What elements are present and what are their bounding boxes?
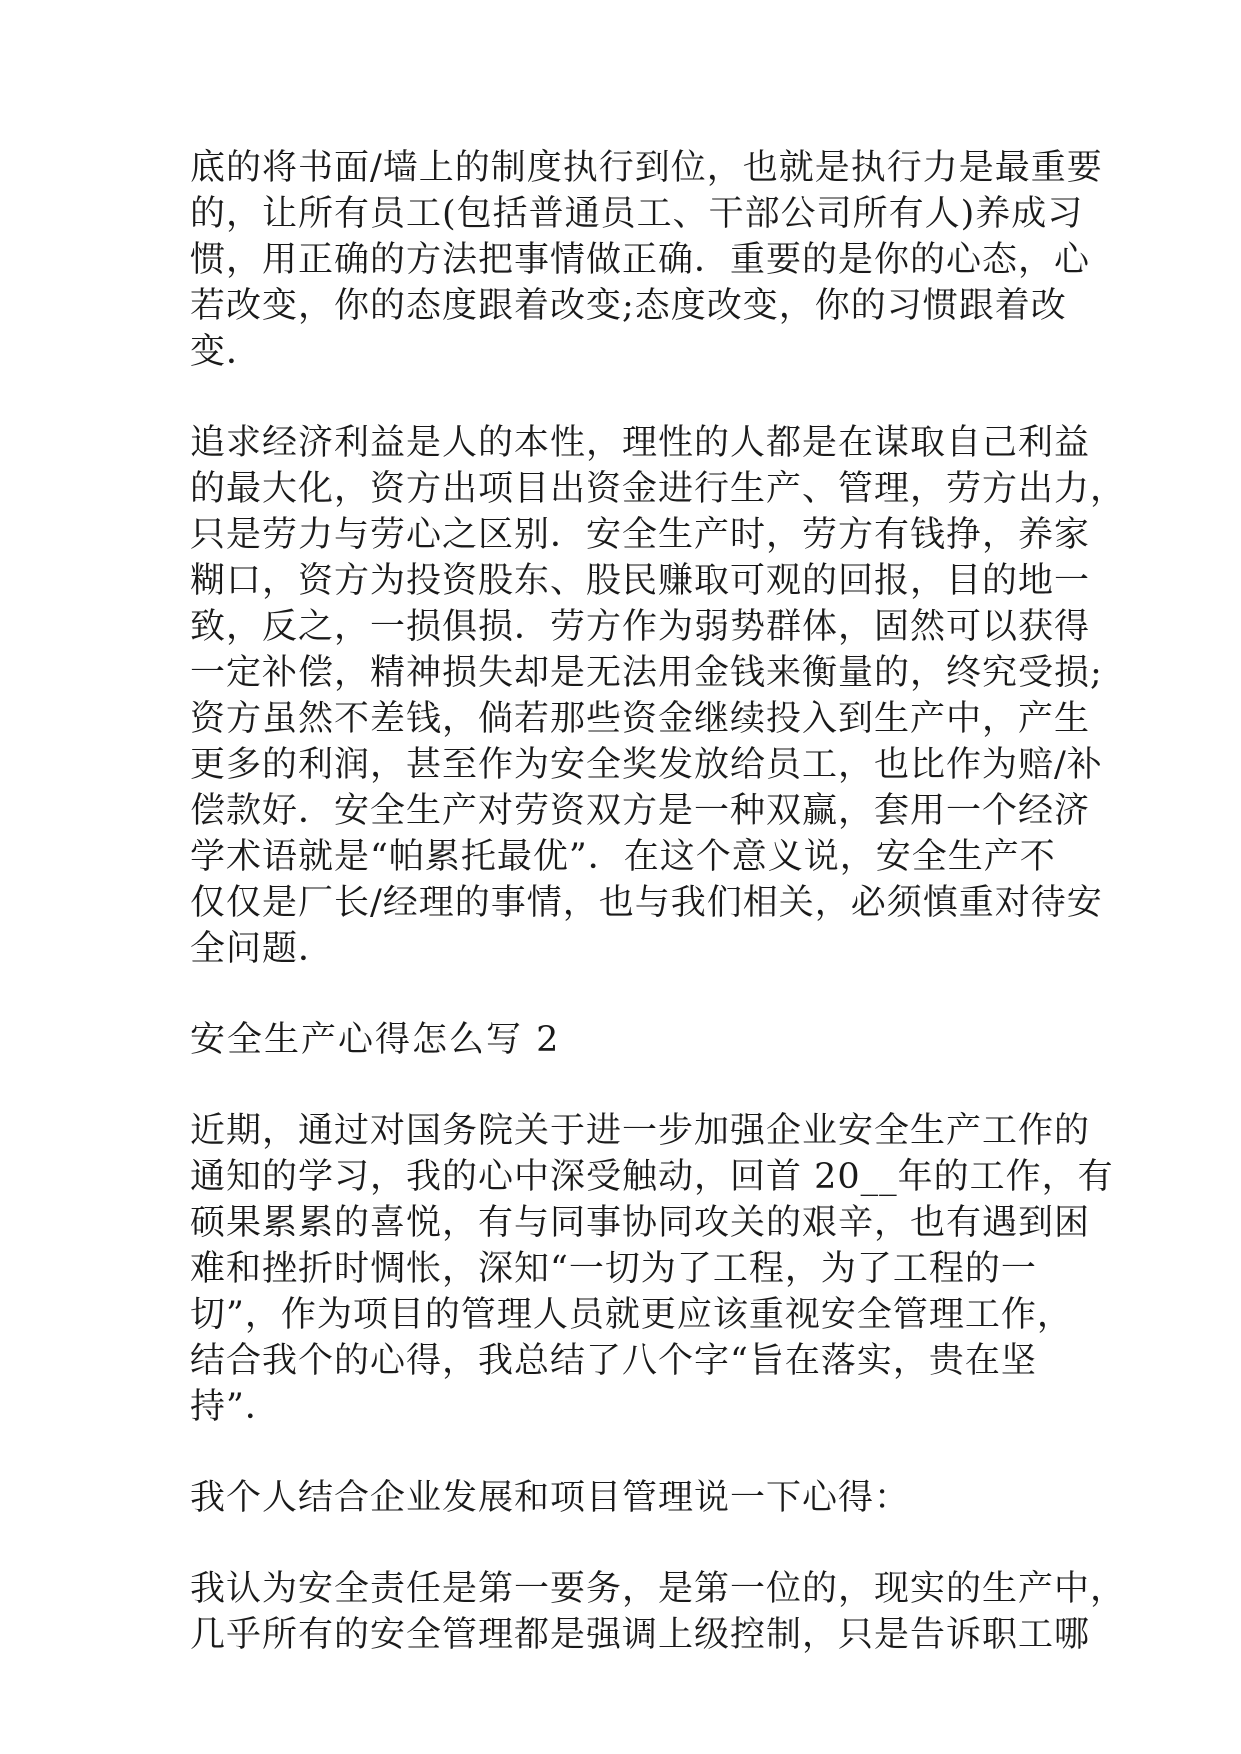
paragraph-intro-sentence (190, 1475, 1050, 1521)
text-line: 的最大化，资方出项目出资金进行生产、管理，劳方出力， (190, 469, 1127, 509)
paragraph-safety-responsibility (190, 1566, 1127, 1658)
document-body (190, 145, 1127, 1703)
text-line: 偿款好．安全生产对劳资双方是一种双赢，套用一个经济 (190, 791, 1091, 831)
text-line: 糊口，资方为投资股东、股民赚取可观的回报，目的地一 (190, 561, 1091, 601)
text-line: 只是劳力与劳心之区别．安全生产时，劳方有钱挣，养家 (190, 515, 1091, 555)
text-line: 底的将书面/墙上的制度执行到位，也就是执行力是最重要 (190, 148, 1103, 188)
text-line: 若改变，你的态度跟着改变;态度改变，你的习惯跟着改 (190, 286, 1067, 326)
text-line: 全问题． (190, 929, 335, 969)
text-line: 硕果累累的喜悦，有与同事协同攻关的艰辛，也有遇到困 (190, 1203, 1091, 1243)
text-line: 切”，作为项目的管理人员就更应该重视安全管理工作， (190, 1295, 1073, 1335)
text-line: 资方虽然不差钱，倘若那些资金继续投入到生产中，产生 (190, 699, 1091, 739)
text-line: 一定补偿，精神损失却是无法用金钱来衡量的，终究受损; (190, 653, 1103, 693)
text-line: 通知的学习，我的心中深受触动，回首 20__年的工作，有 (190, 1157, 1114, 1197)
text-line: 我认为安全责任是第一要务，是第一位的，现实的生产中， (190, 1569, 1127, 1609)
text-line: 几乎所有的安全管理都是强调上级控制，只是告诉职工哪 (190, 1615, 1091, 1655)
text-line: 变． (190, 332, 263, 372)
paragraph-execution (190, 145, 1103, 375)
text-line: 我个人结合企业发展和项目管理说一下心得： (190, 1478, 911, 1518)
text-line: 惯，用正确的方法把事情做正确．重要的是你的心态，心 (190, 240, 1091, 280)
section-heading-text: 安全生产心得怎么写 2 (190, 1020, 561, 1060)
section-heading (190, 1017, 1050, 1063)
text-line: 学术语就是“帕累托最优”．在这个意义说，安全生产不 (190, 837, 1056, 877)
text-line: 的，让所有员工(包括普通员工、干部公司所有人)养成习 (190, 194, 1084, 234)
text-line: 更多的利润，甚至作为安全奖发放给员工，也比作为赔/补 (190, 745, 1103, 785)
text-line: 追求经济利益是人的本性，理性的人都是在谋取自己利益 (190, 423, 1091, 463)
text-line: 结合我个的心得，我总结了八个字“旨在落实，贵在坚 (190, 1341, 1037, 1381)
text-line: 难和挫折时惆怅，深知“一切为了工程，为了工程的一 (190, 1249, 1037, 1289)
text-line: 持”． (190, 1387, 281, 1427)
text-line: 近期，通过对国务院关于进一步加强企业安全生产工作的 (190, 1111, 1091, 1151)
paragraph-economic-interest (190, 420, 1127, 972)
paragraph-recent-study (190, 1108, 1114, 1430)
text-line: 致，反之，一损俱损．劳方作为弱势群体，固然可以获得 (190, 607, 1091, 647)
text-line: 仅仅是厂长/经理的事情，也与我们相关，必须慎重对待安 (190, 883, 1103, 923)
